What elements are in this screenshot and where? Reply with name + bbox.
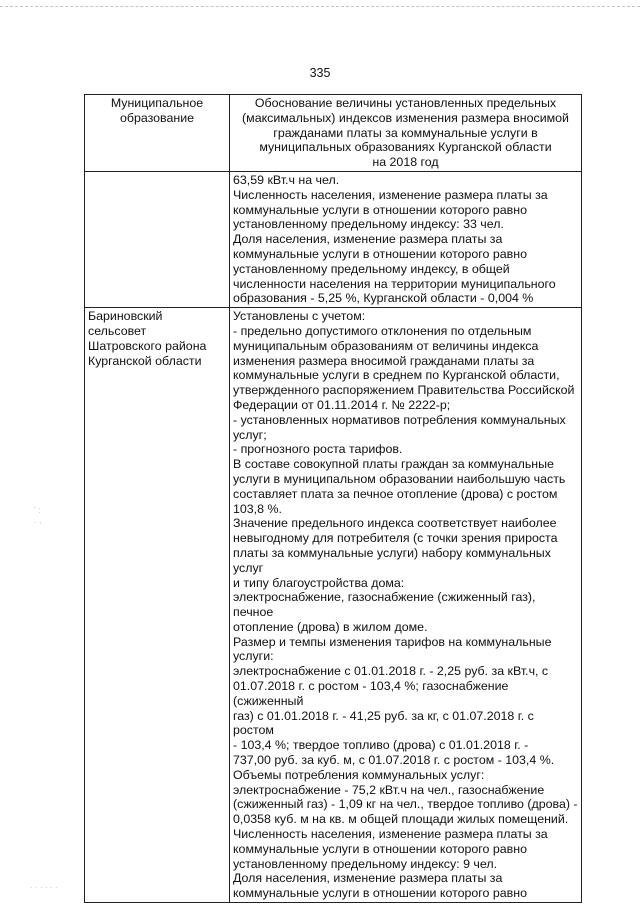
table-row: [85, 171, 582, 307]
municipality-cell: [85, 171, 230, 307]
justification-cell: Установлены с учетом: - предельно допустимого отклонения по отдельным муниципальным образованиям от величины индекса изменения размера вносимой гражданами платы за коммунальные услуги в среднем по Курганской области, утвержденного распоряжением Правительства Российской Федерации от 01.11.2014 г. № 2222-р; - установленных нормативов потребления коммунальных услуг; - прогнозного роста тарифов. В составе совокупной платы граждан за коммунальные услуги в муниципальном образовании наибольшую часть составляет плата за печное отопление (дрова) с ростом 103,8 %. Значение предельного индекса соответствует наиболее невыгодному для потребителя (с точки зрения прироста платы за коммунальные услуги) набору коммунальных услуг и типу благоустройства дома: электроснабжение, газоснабжение (сжиженный газ), печное отопление (дрова) в жилом доме. Размер и темпы изменения тарифов на коммунальные услуги: электроснабжение с 01.01.2018 г. - 2,25 руб. за кВт.ч, с 01.07.2018 г. с ростом - 103,4 %; газоснабжение (сжиженный газ) с 01.01.2018 г. - 41,25 руб. за кг, с 01.07.2018 г. с ростом - 103,4 %; твердое топливо (дрова) с 01.01.2018 г. - 737,00 руб. за куб. м, с 01.07.2018 г. с ростом - 103,4 %. Объемы потребления коммунальных услуг: электроснабжение - 75,2 кВт.ч на чел., газоснабжение (сжиженный газ) - 1,09 кг на чел., твердое топливо (дрова) - 0,0358 куб. м на кв. м общей площади жилых помещений. Численность населения, изменение размера платы за коммунальные услуги в отношении которого равно установленному предельному индексу: 9 чел. Доля населения, изменение размера платы за коммунальные услуги в отношении которого равно: [230, 308, 582, 903]
table-header-row: [85, 95, 582, 172]
scan-footer-marks: . . . . . .: [30, 880, 58, 890]
page-number: 335: [309, 66, 331, 80]
scan-margin-marks: ' : . ,: [34, 505, 42, 525]
justification-table: [84, 94, 582, 903]
municipality-cell: Бариновский сельсовет Шатровского района Курганской области: [85, 308, 230, 903]
justification-cell: 63,59 кВт.ч на чел. Численность населения, изменение размера платы за коммунальные услуги в отношении которого равно установленному предельному индексу: 33 чел. Доля населения, изменение размера платы за коммунальные услуги в отношении которого равно установленному предельному индексу, в общей численности населения на территории муниципального образования - 5,25 %, Курганской области - 0,004 %: [230, 171, 582, 307]
scan-top-edge: [0, 6, 640, 10]
header-justification-cell: Обоснование величины установленных предельных (максимальных) индексов изменения размера вносимой гражданами платы за коммунальные услуги в муниципальных образованиях Курганской области на 2018 год: [230, 95, 582, 172]
header-municipality-cell: Муниципальное образование: [85, 95, 230, 172]
table-row: [85, 308, 582, 903]
